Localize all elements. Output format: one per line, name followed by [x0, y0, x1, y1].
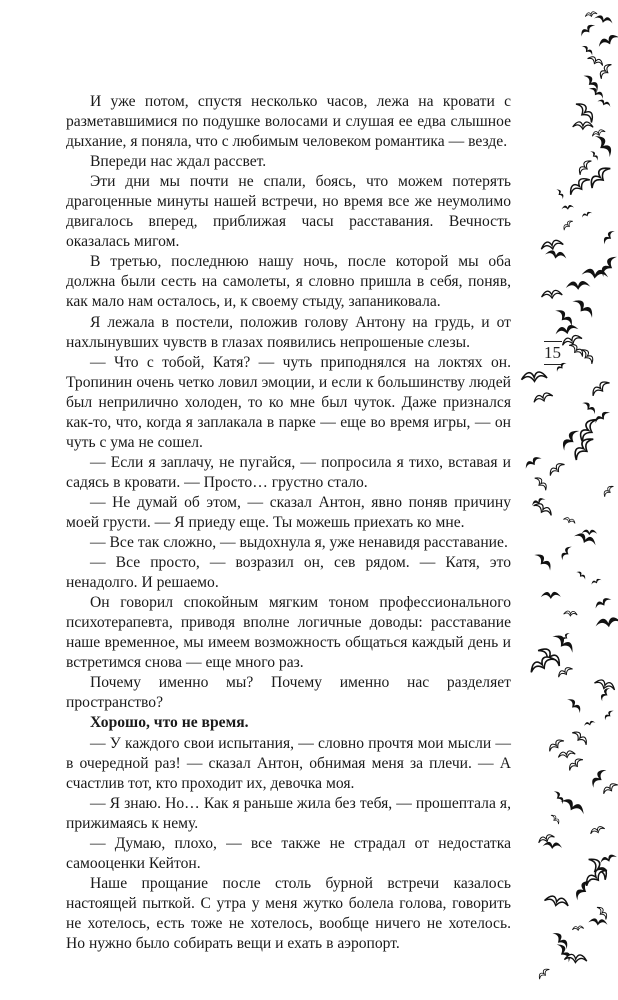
paragraph: — Не думай об этом, — сказал Антон, явно поняв причину моей грусти. — Я приеду еще. Ты можешь приехать ко мне.: [66, 493, 511, 531]
bird-icon: [532, 391, 553, 404]
bird-icon: [587, 55, 605, 67]
bird-icon: [541, 290, 562, 299]
bird-icon: [593, 409, 611, 425]
bird-icon: [603, 709, 615, 721]
bird-icon: [551, 930, 571, 951]
bird-icon: [564, 611, 578, 617]
paragraph: И уже потом, спустя несколько часов, лежа на кровати с разметавшимися по подушке волосами и слушая ее едва слышное дыхание, я поняла, что с любимым человеком романтика — везде.: [66, 93, 511, 151]
paragraph: Почему именно мы? Почему именно нас разделяет пространство?: [66, 674, 511, 712]
bird-icon: [540, 239, 564, 251]
bird-icon: [544, 895, 569, 909]
bird-icon: [554, 323, 579, 336]
bird-icon: [567, 756, 584, 771]
bird-icon: [533, 475, 548, 491]
bird-icon: [602, 484, 614, 497]
bird-icon: [547, 737, 565, 752]
bird-icon: [573, 122, 594, 130]
bird-icon: [597, 33, 618, 49]
bird-icon: [553, 789, 566, 805]
bird-icon: [582, 72, 601, 92]
bird-icon: [581, 400, 598, 415]
bird-icon: [574, 100, 596, 124]
bird-icon: [533, 551, 554, 572]
paragraph: — Все так сложно, — выдохнула я, уже ненавидя расставание.: [90, 534, 508, 552]
bird-icon: [577, 158, 593, 176]
bird-icon: [537, 967, 550, 980]
bird-icon: [565, 281, 590, 291]
bird-icon: [590, 379, 611, 398]
bird-icon: [566, 696, 583, 714]
bird-icon: [583, 720, 595, 727]
bird-icon: [573, 531, 598, 548]
bird-icon: [533, 501, 554, 517]
paragraph: Я лежала в постели, положив голову Антону на грудь, и от нахлынувших чувств в глазах появились непрошеные слезы.: [66, 313, 511, 351]
bird-icon: [594, 14, 614, 25]
bird-icon: [564, 954, 587, 963]
bird-icon: [559, 796, 587, 817]
bird-icon: [567, 175, 591, 197]
bird-icon: [595, 616, 618, 629]
paragraph: — Все просто, — возразил он, сев рядом. — Катя, это ненадолго. И решаемо.: [66, 554, 511, 592]
bird-icon: [521, 371, 547, 382]
paragraph: — Думаю, плохо, — все также не страдал от недостатка самооценки Кейтон.: [66, 834, 511, 872]
bird-icon: [596, 905, 609, 920]
bird-icon: [576, 570, 587, 581]
paragraph: Наше прощание после столь бурной встречи казалось настоящей пыткой. С утра у меня жутко болела голова, говорить не хотелось, есть тоже не хотелось, вообще ничего не хотелось. Но нужно было собирать вещи и ехать в аэропорт.: [66, 874, 511, 952]
bird-icon: [551, 632, 577, 655]
bird-icon: [581, 44, 595, 57]
bird-icon: [598, 253, 618, 278]
bird-icon: [554, 307, 576, 329]
bird-icon: [572, 926, 584, 931]
bird-icon: [557, 666, 574, 679]
body-text: [66, 92, 511, 954]
bird-icon: [559, 544, 573, 561]
bird-icon: [589, 767, 608, 789]
paragraph: Эти дни мы почти не спали, боясь, что можем потерять драгоценные минуты нашей встречи, но время все же неумолимо двигалось вперед, приближая часы расставания. Вечность оказалась мигом.: [66, 173, 511, 251]
bird-icon: [593, 133, 615, 159]
bird-icon: [555, 942, 573, 964]
bird-icon: [573, 878, 593, 902]
paragraph: — Я знаю. Но… Как я раньше жила без тебя, — прошептала я, прижимаясь к нему.: [66, 794, 511, 832]
bird-icon: [590, 578, 602, 586]
paragraph: Хорошо, что не время.: [90, 714, 249, 732]
bird-icon: [589, 825, 605, 835]
bird-icon: [585, 11, 598, 18]
bird-icon: [523, 455, 542, 471]
bird-icon: [588, 918, 608, 927]
bird-icon: [581, 211, 593, 219]
paragraph: — Что с тобой, Катя? — чуть приподнялся на локтях он. Тропинин очень четко ловил эмоции, и если к большинству людей был неприлично холоден, то ко мне был чуток. Даже признался как-то, что, когда я заплакала в парке — еще во время игры, — он чуть с ума не сошел.: [66, 353, 511, 451]
bird-icon: [537, 833, 555, 844]
bird-icon: [563, 516, 576, 524]
paragraph: — Если я заплачу, не пугайся, — попросила я тихо, вставая и садясь в кровати. — Просто… грустно стало.: [66, 453, 511, 491]
bird-icon: [555, 361, 568, 373]
bird-icon: [601, 229, 616, 246]
bird-icon: [601, 781, 618, 795]
bird-icon: [562, 219, 574, 231]
bird-icon: [599, 686, 612, 702]
birds-border-icon: [500, 0, 618, 1000]
bird-icon: [597, 98, 612, 108]
bird-icon: [599, 853, 617, 865]
bird-icon: [542, 841, 562, 849]
bird-icon: [548, 461, 566, 477]
page-number-value: 15: [544, 343, 561, 362]
paragraph: Он говорил спокойным мягким тоном профессионального психотерапевта, приводя вполне логичные доводы: расставание наше временное, мы имеем возможность общаться каждый день и встретимся снова — еще много раз.: [66, 594, 511, 672]
bird-icon: [587, 164, 612, 190]
bird-icon: [541, 592, 561, 599]
bird-icon: [589, 150, 599, 162]
paragraph: В третью, последнюю нашу ночь, после которой мы оба должна были сесть на самолеты, я словно пришла в себя, поняв, как мало нам осталось, и, к своему стыду, запаниковала.: [66, 253, 511, 311]
bird-icon: [571, 296, 596, 319]
bird-icon: [555, 188, 565, 200]
bird-icon: [545, 249, 568, 261]
bird-icon: [571, 729, 589, 746]
bird-icon: [561, 205, 574, 211]
bird-icon: [598, 62, 613, 80]
paragraph: — У каждого свои испытания, — словно прочтя мои мысли — в очередной раз! — сказал Антон, обнимая меня за плечи. — А счастлив тот, кто проходит их, девочка моя.: [66, 734, 511, 792]
bird-icon: [550, 813, 561, 825]
bird-icon: [593, 596, 612, 610]
bird-icon: [591, 129, 605, 138]
paragraph: Впереди нас ждал рассвет.: [90, 153, 267, 171]
bird-icon: [579, 22, 596, 38]
bird-icon: [558, 750, 576, 759]
